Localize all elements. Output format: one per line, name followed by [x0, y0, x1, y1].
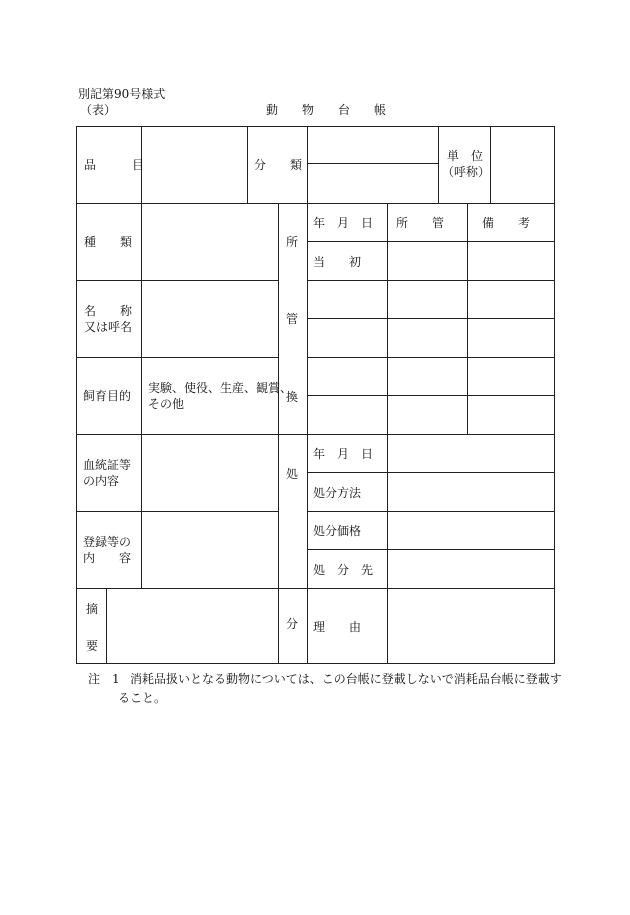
- disposal-reason-label: 理 由: [313, 620, 362, 634]
- type-label: 種 類: [84, 235, 133, 249]
- col-divider: [106, 588, 107, 664]
- row-divider: [307, 357, 555, 358]
- registration-label-sub: 内 容: [83, 551, 132, 565]
- category-divider: [307, 163, 438, 164]
- col-divider: [467, 203, 468, 434]
- row-divider: [307, 280, 555, 281]
- custody-side-label-2: 管: [286, 312, 299, 326]
- pedigree-label: 血統証等: [83, 458, 132, 472]
- purpose-label: 飼育目的: [83, 389, 132, 403]
- disposal-destination-label: 処 分 先: [313, 563, 374, 577]
- form-number: 別記第90号様式: [78, 87, 166, 101]
- row-divider: [307, 511, 555, 512]
- row-divider: [76, 203, 555, 204]
- col-divider: [387, 203, 388, 434]
- row-divider: [307, 318, 555, 319]
- note-prefix: 注: [88, 672, 101, 686]
- row-divider: [307, 549, 555, 550]
- remarks-label-sub: 要: [86, 639, 99, 653]
- registration-label: 登録等の: [83, 535, 132, 549]
- custody-side-label-3: 換: [286, 390, 299, 404]
- disposal-side-label-1: 処: [286, 467, 299, 481]
- remarks-label: 摘: [86, 602, 99, 616]
- custody-initial-label: 当 初: [313, 255, 362, 269]
- page-title: 動 物 台 帳: [266, 103, 387, 117]
- name-label: 名 称: [84, 304, 133, 318]
- col-divider: [490, 126, 491, 203]
- row-divider: [307, 472, 555, 473]
- custody-notes-header: 備 考: [482, 216, 531, 230]
- row-divider: [76, 588, 555, 589]
- row-divider: [307, 395, 555, 396]
- category-label: 分 類: [254, 158, 303, 172]
- note-text: 消耗品扱いとなる動物については、この台帳に登載しないで消耗品台帳に登載す: [130, 672, 562, 686]
- col-divider: [307, 126, 308, 664]
- form-side-label: （表）: [80, 103, 117, 117]
- row-divider: [76, 357, 278, 358]
- disposal-price-label: 処分価格: [313, 524, 362, 538]
- purpose-value-sub: その他: [148, 397, 185, 411]
- col-divider: [141, 126, 142, 588]
- custody-custodian-header: 所 管: [396, 216, 445, 230]
- col-divider: [387, 434, 388, 664]
- custody-side-label-1: 所: [286, 235, 299, 249]
- row-divider: [76, 434, 555, 435]
- row-divider: [76, 511, 278, 512]
- disposal-method-label: 処分方法: [313, 486, 362, 500]
- disposal-date-label: 年 月 日: [313, 447, 374, 461]
- pedigree-label-sub: の内容: [83, 474, 120, 488]
- disposal-side-label-2: 分: [286, 617, 299, 631]
- col-divider: [278, 203, 279, 664]
- note-text-cont: ること。: [118, 691, 167, 705]
- purpose-value: 実験、使役、生産、観賞、: [148, 381, 293, 395]
- row-divider: [76, 280, 278, 281]
- row-divider: [307, 241, 555, 242]
- col-divider: [438, 126, 439, 203]
- note-number: 1: [112, 672, 120, 686]
- custody-date-header: 年 月 日: [313, 216, 374, 230]
- unit-label: 単 位: [447, 149, 484, 163]
- name-label-sub: 又は呼名: [84, 320, 133, 334]
- col-divider: [247, 126, 248, 203]
- item-label: 品 目: [84, 158, 145, 172]
- unit-label-sub: （呼称）: [442, 165, 491, 179]
